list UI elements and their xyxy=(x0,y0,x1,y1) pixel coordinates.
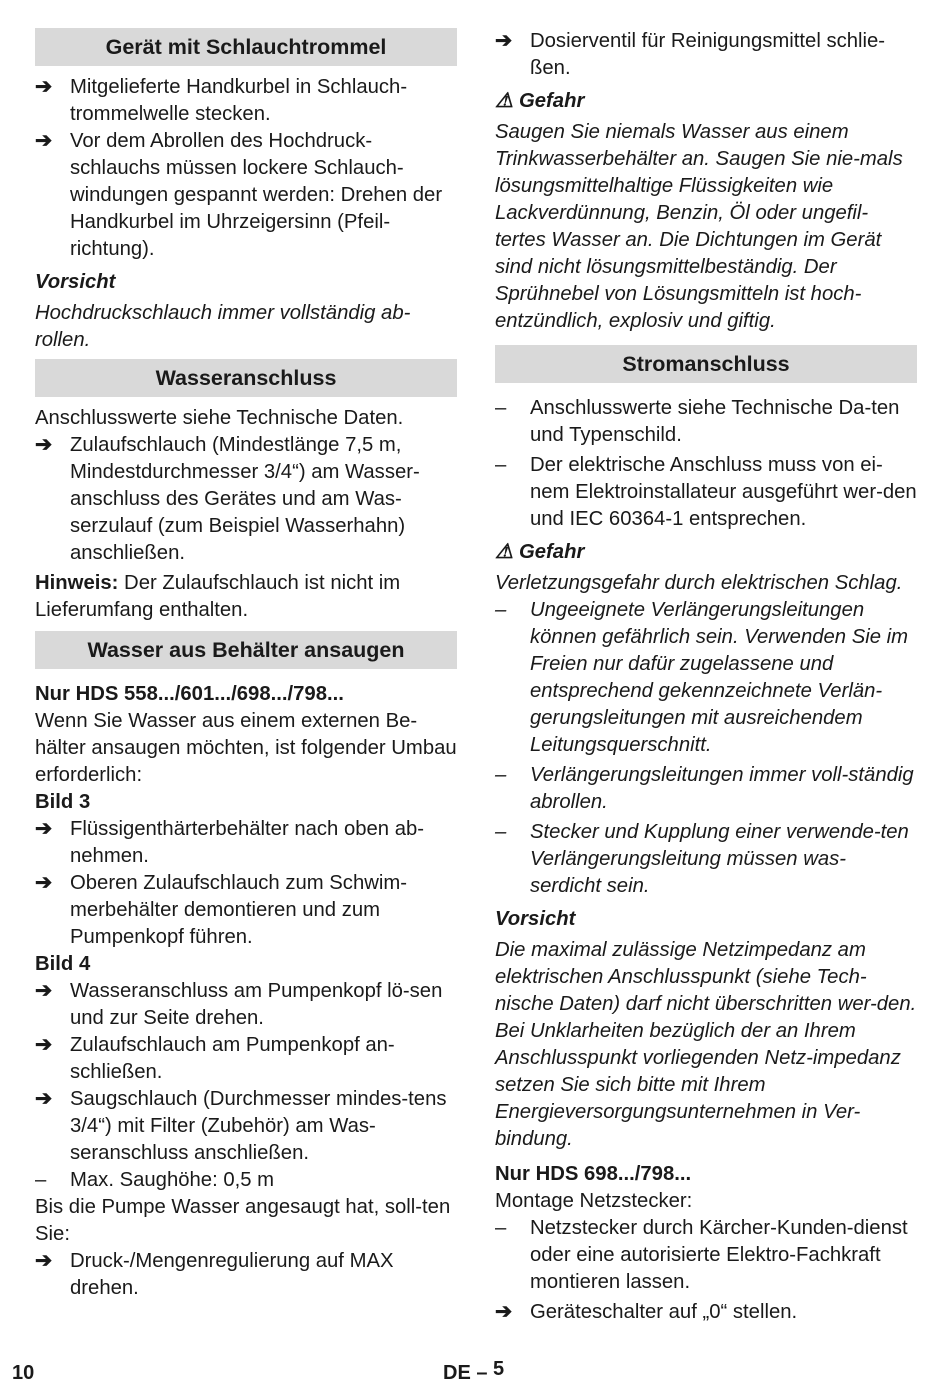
step-until-1: ➔ Druck-/Mengenregulierung auf MAX drehen. xyxy=(35,1250,394,1299)
power-item-1: – Anschlusswerte siehe Technische Da-ten und Typenschild. xyxy=(495,397,900,446)
arrow-icon: ➔ xyxy=(35,872,52,894)
models-note: Nur HDS 558.../601.../698.../798... xyxy=(35,683,344,705)
footer-dash: – xyxy=(476,1362,488,1384)
arrow-icon: ➔ xyxy=(495,30,512,52)
arrow-icon: ➔ xyxy=(35,1088,52,1110)
step-dosing-valve: ➔ Dosierventil für Reinigungsmittel schlie-ßen. xyxy=(495,30,886,79)
step-water-1: ➔ Zulaufschlauch (Mindestlänge 7,5 m, Mindestdurchmesser 3/4“) am Wasser-anschluss des Gerätes und am Was-serzulauf (zum Beispiel Wasserhahn) anschließen. xyxy=(35,434,420,564)
arrow-icon: ➔ xyxy=(35,76,52,98)
arrow-icon: ➔ xyxy=(35,1034,52,1056)
language-label: DE xyxy=(443,1362,471,1384)
section-page-number: 5 xyxy=(493,1358,505,1380)
arrow-icon: ➔ xyxy=(35,434,52,456)
arrow-icon: ➔ xyxy=(495,1301,512,1323)
water-intro: Anschlusswerte siehe Technische Daten. xyxy=(35,407,404,429)
step-fig4-1: ➔ Wasseranschluss am Pumpenkopf lö-sen und zur Seite drehen. xyxy=(35,980,443,1029)
warning-icon: ⚠ xyxy=(495,90,514,112)
dash-bullet: – xyxy=(495,599,507,621)
step-hose-drum-2: ➔ Vor dem Abrollen des Hochdruck-schlauchs müssen lockere Schlauch-windungen gespannt werden: Drehen der Handkurbel im Uhrzeigersinn (Pfeil-richtung). xyxy=(35,130,443,260)
plug-item: – Netzstecker durch Kärcher-Kunden-dienst oder eine autorisierte Elektro-Fachkraft montieren lassen. xyxy=(495,1217,908,1293)
dash-bullet: – xyxy=(495,454,507,476)
page-number: 10 xyxy=(12,1362,35,1384)
caution-label: Vorsicht xyxy=(35,271,116,293)
max-suction-height: – Max. Saughöhe: 0,5 m xyxy=(35,1167,457,1194)
danger2-item-1: – Ungeeignete Verlängerungsleitungen können gefährlich sein. Verwenden Sie im Freien nur dafür zugelassene und entsprechend gekennzeichnete Verlän-gerungsleitungen mit ausreichendem Leitungsquerschnitt. xyxy=(495,599,909,756)
step-switch: ➔ Geräteschalter auf „0“ stellen. xyxy=(495,1299,917,1326)
dash-bullet: – xyxy=(35,1169,47,1191)
figure-4-label: Bild 4 xyxy=(35,953,91,975)
danger-text: Saugen Sie niemals Wasser aus einem Trinkwasserbehälter an. Saugen Sie nie-mals lösungsmittelhaltige Flüssigkeiten wie Lackverdünnung, Benzin, Öl oder ungefil-tertes Wasser an. Die Dichtungen im Gerät sind nicht lösungsmittelbeständig. Der Sprühnebel von Lösungsmitteln ist hoch-entzündlich, explosiv und giftig. xyxy=(495,121,903,332)
plug-intro: Montage Netzstecker: xyxy=(495,1190,693,1212)
arrow-icon: ➔ xyxy=(35,130,52,152)
step-fig3-1: ➔ Flüssigenthärterbehälter nach oben ab-nehmen. xyxy=(35,818,425,867)
footer-language xyxy=(443,1358,505,1385)
danger2-heading: ⚠ Gefahr xyxy=(495,539,917,566)
power-item-2: – Der elektrische Anschluss muss von ei-nem Elektroinstallateur ausgeführt wer-den und IEC 60364-1 entsprechen. xyxy=(495,454,917,530)
dash-bullet: – xyxy=(495,764,507,786)
danger2-text: Verletzungsgefahr durch elektrischen Schlag. xyxy=(495,572,903,594)
dash-bullet: – xyxy=(495,1217,507,1239)
step-fig3-2: ➔ Oberen Zulaufschlauch zum Schwim-merbehälter demontieren und zum Pumpenkopf führen. xyxy=(35,872,408,948)
figure-3-label: Bild 3 xyxy=(35,791,91,813)
dash-bullet: – xyxy=(495,397,507,419)
step-fig4-2: ➔ Zulaufschlauch am Pumpenkopf an-schließen. xyxy=(35,1034,395,1083)
dash-bullet: – xyxy=(495,821,507,843)
heading-suction: Wasser aus Behälter ansaugen xyxy=(35,631,457,669)
models-note-2: Nur HDS 698.../798... xyxy=(495,1163,692,1185)
caution-text: Hochdruckschlauch immer vollständig ab-rollen. xyxy=(35,302,411,351)
note: Hinweis: Der Zulaufschlauch ist nicht im Lieferumfang enthalten. xyxy=(35,572,401,621)
right-column xyxy=(495,28,917,1326)
arrow-icon: ➔ xyxy=(35,818,52,840)
heading-hose-drum: Gerät mit Schlauchtrommel xyxy=(35,28,457,66)
until-text: Bis die Pumpe Wasser angesaugt hat, soll-ten Sie: xyxy=(35,1196,451,1245)
step-hose-drum-1: ➔ Mitgelieferte Handkurbel in Schlauch-trommelwelle stecken. xyxy=(35,76,408,125)
caution2-text: Die maximal zulässige Netzimpedanz am elektrischen Anschlusspunkt (siehe Tech-nische Daten) darf nicht überschritten wer-den. Bei Unklarheiten bezüglich der an Ihrem Anschlusspunkt vorliegenden Netz-impedanz setzen Sie sich bitte mit Ihrem Energieversorgungsunternehmen in Ver-bindung. xyxy=(495,939,917,1150)
caution2-label: Vorsicht xyxy=(495,908,576,930)
step-fig4-3: ➔ Saugschlauch (Durchmesser mindes-tens 3/4“) mit Filter (Zubehör) am Was-seranschluss anschließen. xyxy=(35,1088,447,1164)
heading-power: Stromanschluss xyxy=(495,345,917,383)
arrow-icon: ➔ xyxy=(35,980,52,1002)
heading-water-connection: Wasseranschluss xyxy=(35,359,457,397)
danger2-item-2: – Verlängerungsleitungen immer voll-ständig abrollen. xyxy=(495,764,914,813)
danger-heading: ⚠ Gefahr xyxy=(495,88,917,115)
suction-intro: Wenn Sie Wasser aus einem externen Be-hälter ansaugen möchten, ist folgender Umbau erforderlich: xyxy=(35,710,457,786)
warning-icon: ⚠ xyxy=(495,541,514,563)
arrow-icon: ➔ xyxy=(35,1250,52,1272)
danger2-item-3: – Stecker und Kupplung einer verwende-ten Verlängerungsleitung müssen was-serdicht sein. xyxy=(495,821,909,897)
left-column xyxy=(35,28,457,1302)
